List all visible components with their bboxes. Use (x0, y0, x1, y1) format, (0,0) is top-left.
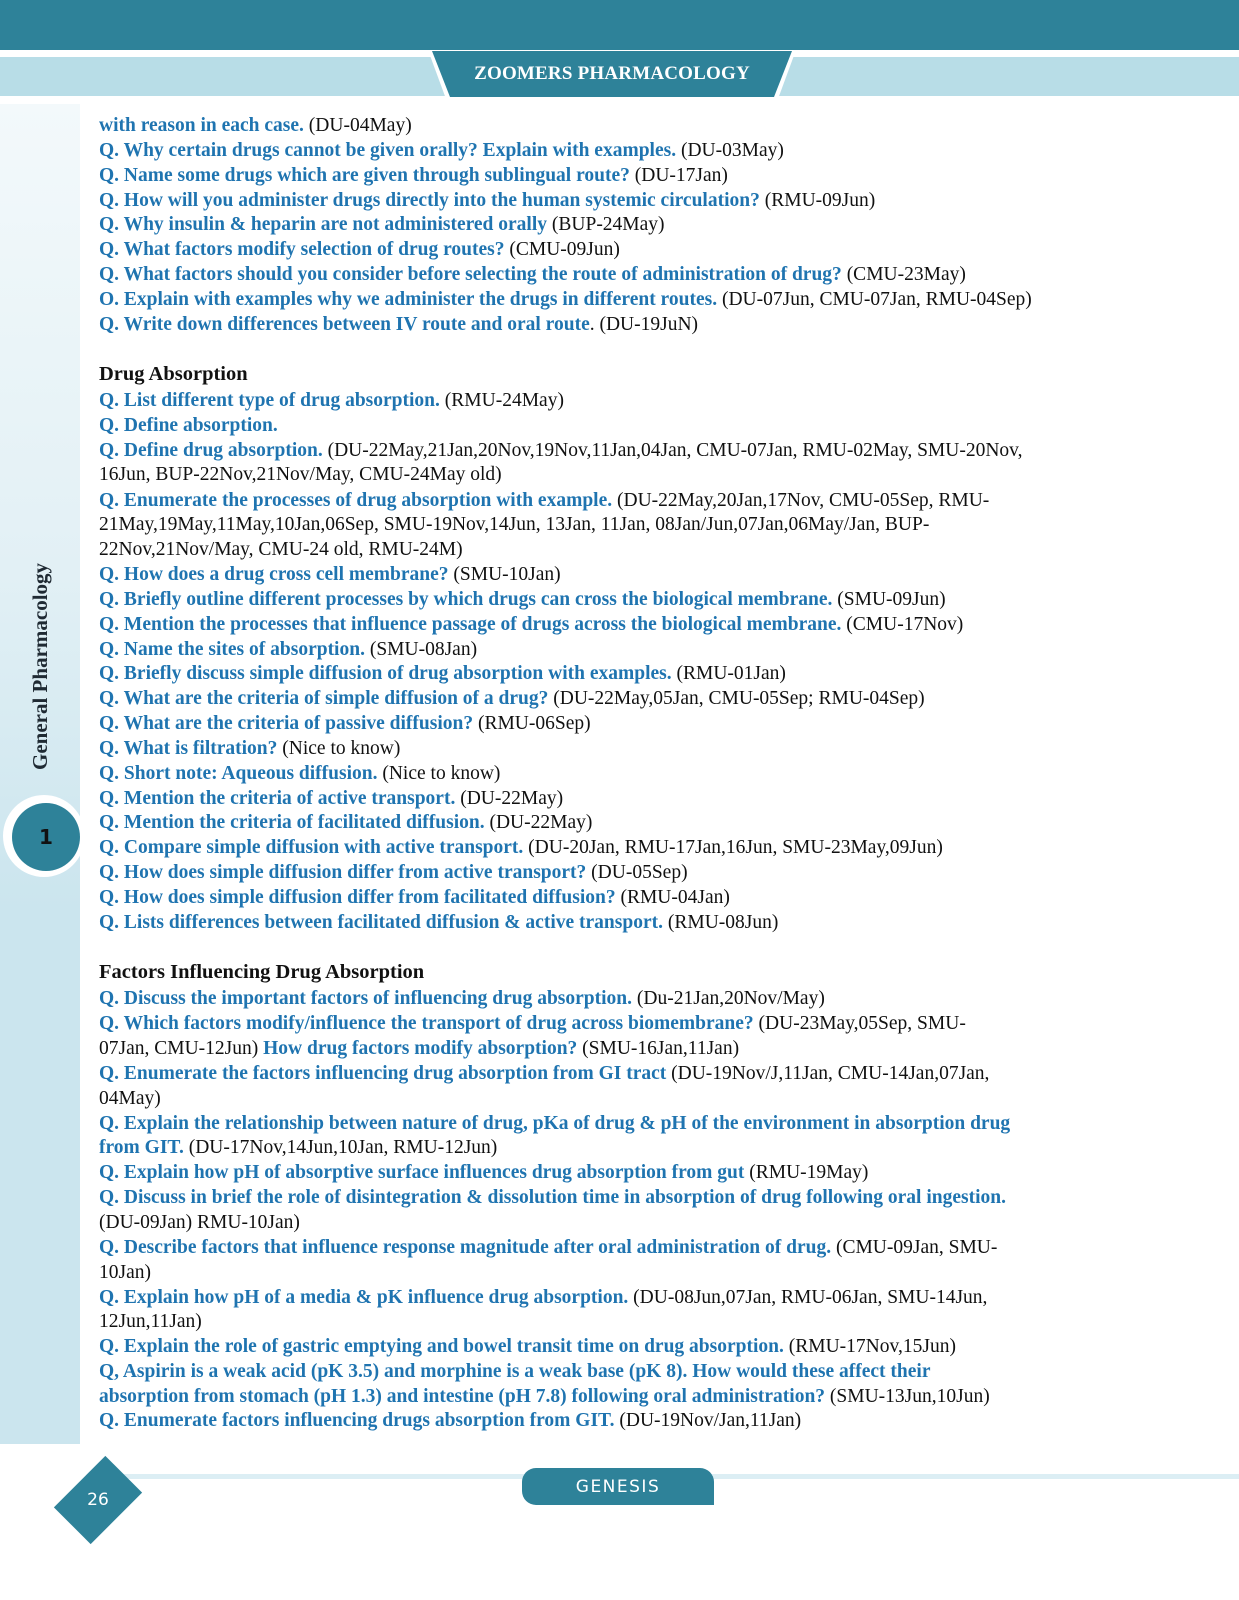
question-text: Q. What factors modify selection of drug routes? (99, 239, 505, 260)
question-line (99, 139, 784, 163)
question-line (99, 238, 620, 262)
section-heading: Factors Influencing Drug Absorption (99, 961, 425, 983)
question-text: with reason in each case. (99, 115, 304, 136)
question-text: Q. Write down differences between IV route and oral route (99, 314, 590, 335)
question-line (99, 1087, 161, 1111)
question-text: Q. Which factors modify/influence the transport of drug across biomembrane? (99, 1013, 754, 1034)
section-label: General Pharmacology (28, 562, 52, 770)
section-heading: Drug Absorption (99, 363, 248, 385)
exam-reference: (DU-08Jun,07Jan, RMU-06Jan, SMU-14Jun, (628, 1287, 988, 1308)
question-text: Q. Name the sites of absorption. (99, 639, 365, 660)
exam-reference: 21May,19May,11May,10Jan,06Sep, SMU-19Nov,14Jun, 13Jan, 11Jan, 08Jan/Jun,07Jan,06May/Jan, BUP- (99, 514, 930, 535)
question-line (99, 263, 966, 287)
question-text: Q. Enumerate the factors influencing drug absorption from GI tract (99, 1063, 667, 1084)
exam-reference: (DU-22May) (484, 812, 593, 833)
exam-reference: (DU-23May,05Sep, SMU- (753, 1013, 966, 1034)
question-text: Q. Lists differences between facilitated diffusion & active transport. (99, 912, 663, 933)
exam-reference: 22Nov,21Nov/May, CMU-24 old, RMU-24M) (99, 539, 463, 560)
exam-reference: (RMU-06Sep) (473, 713, 591, 734)
question-line (99, 489, 989, 513)
question-line (99, 538, 463, 562)
question-text: Q. Compare simple diffusion with active transport. (99, 837, 524, 858)
question-line (99, 1286, 987, 1310)
question-text: Q. How will you administer drugs directly into the human systemic circulation? (99, 190, 760, 211)
question-text: Q. Enumerate factors influencing drugs absorption from GIT. (99, 1410, 615, 1431)
question-line (99, 811, 592, 835)
question-line (99, 1409, 801, 1433)
question-text: Q, Aspirin is a weak acid (pK 3.5) and morphine is a weak base (pK 8). How would these affect their (99, 1361, 931, 1382)
question-line (99, 1186, 1006, 1210)
question-text: Q. Mention the criteria of active transport. (99, 788, 456, 809)
question-line (99, 762, 500, 786)
exam-reference: (SMU-09Jun) (832, 589, 946, 610)
question-line (99, 1310, 202, 1334)
exam-reference: (DU-07Jun, CMU-07Jan, RMU-04Sep) (717, 289, 1032, 310)
question-line (99, 389, 564, 413)
chapter-sidebar (0, 104, 80, 1444)
question-line (99, 213, 665, 237)
question-text: How drug factors modify absorption? (263, 1038, 578, 1059)
exam-reference: (SMU-08Jan) (364, 639, 478, 660)
exam-reference: (BUP-24May) (547, 214, 665, 235)
question-text: Q. Describe factors that influence response magnitude after oral administration of drug. (99, 1237, 832, 1258)
question-line (99, 861, 688, 885)
question-line (99, 189, 875, 213)
question-line (99, 987, 825, 1011)
question-text: Q. Why insulin & heparin are not administered orally (99, 214, 548, 235)
exam-reference: (CMU-23May) (841, 264, 966, 285)
question-text: Q. Briefly outline different processes by which drugs can cross the biological membrane. (99, 589, 833, 610)
question-text: Q. Define absorption. (99, 415, 278, 436)
question-line (99, 1112, 1010, 1136)
question-text: Q. Short note: Aqueous diffusion. (99, 763, 378, 784)
question-line (99, 1236, 997, 1260)
question-text: Q. What is filtration? (99, 738, 278, 759)
exam-reference: (DU-22May,05Jan, CMU-05Sep; RMU-04Sep) (548, 688, 925, 709)
question-line (99, 687, 925, 711)
question-line (99, 1335, 956, 1359)
exam-reference: (DU-17Nov,14Jun,10Jan, RMU-12Jun) (183, 1137, 498, 1158)
book-name-tab: GENESIS (522, 1468, 714, 1505)
exam-reference: (SMU-16Jan,11Jan) (577, 1038, 740, 1059)
question-text: Q. Name some drugs which are given through sublingual route? (99, 165, 630, 186)
question-text: Q. Discuss in brief the role of disintegration & dissolution time in absorption of drug following oral ingestion. (99, 1187, 1006, 1208)
question-line (99, 164, 728, 188)
chapter-number-badge: 1 (12, 803, 80, 871)
exam-reference: (DU-04May) (303, 115, 412, 136)
question-line (99, 712, 591, 736)
question-text: from GIT. (99, 1137, 184, 1158)
question-line (99, 288, 1032, 312)
question-text: Q. Mention the processes that influence passage of drugs across the biological membrane. (99, 614, 842, 635)
question-line (99, 836, 943, 860)
exam-reference: (RMU-09Jun) (759, 190, 876, 211)
question-text: Q. Define drug absorption. (99, 440, 323, 461)
exam-reference: (DU-22May) (455, 788, 564, 809)
question-text: Q. How does simple diffusion differ from active transport? (99, 862, 587, 883)
question-line (99, 613, 963, 637)
question-line (99, 911, 778, 935)
question-text: Q. Briefly discuss simple diffusion of drug absorption with examples. (99, 663, 672, 684)
question-text: Q. Explain the relationship between nature of drug, pKa of drug & pH of the environment in absorption drug (99, 1113, 1011, 1134)
question-line (99, 662, 786, 686)
page-number: 26 (87, 1490, 109, 1510)
book-title: ZOOMERS PHARMACOLOGY (474, 63, 750, 84)
question-text: Q. Mention the criteria of facilitated diffusion. (99, 812, 485, 833)
question-text: O. Explain with examples why we administer the drugs in different routes. (99, 289, 718, 310)
question-text: Q. Discuss the important factors of influencing drug absorption. (99, 988, 633, 1009)
question-line (99, 886, 730, 910)
exam-reference: (SMU-13Jun,10Jun) (825, 1386, 990, 1407)
question-text: absorption from stomach (pH 1.3) and intestine (pH 7.8) following oral administration? (99, 1386, 826, 1407)
exam-reference: (Nice to know) (277, 738, 401, 759)
question-text: Q. What are the criteria of simple diffusion of a drug? (99, 688, 549, 709)
question-line (99, 1012, 966, 1036)
exam-reference: (DU-22May,21Jan,20Nov,19Nov,11Jan,04Jan, CMU-07Jan, RMU-02May, SMU-20Nov, (322, 440, 1023, 461)
exam-reference: (RMU-24May) (439, 390, 564, 411)
exam-reference: (CMU-09Jan, SMU- (831, 1237, 998, 1258)
question-line (99, 114, 412, 138)
exam-reference: . (DU-19JuN) (589, 314, 699, 335)
question-line (99, 439, 1023, 463)
question-line (99, 588, 946, 612)
exam-reference: (DU-05Sep) (586, 862, 688, 883)
question-line (99, 1037, 739, 1061)
question-line (99, 1261, 151, 1285)
question-text: Q. Explain how pH of a media & pK influence drug absorption. (99, 1287, 629, 1308)
question-line (99, 513, 929, 537)
question-text: Q. Explain the role of gastric emptying and bowel transit time on drug absorption. (99, 1336, 784, 1357)
question-line (99, 463, 502, 487)
exam-reference: 10Jan) (99, 1262, 151, 1283)
exam-reference: (CMU-09Jun) (504, 239, 620, 260)
exam-reference: (RMU-17Nov,15Jun) (783, 1336, 956, 1357)
exam-reference: (RMU-19May) (744, 1162, 869, 1183)
question-line (99, 737, 400, 761)
exam-reference: (CMU-17Nov) (841, 614, 964, 635)
exam-reference: 12Jun,11Jan) (99, 1311, 202, 1332)
exam-reference: (DU-17Jan) (629, 165, 728, 186)
exam-reference: 04May) (99, 1088, 161, 1109)
question-text: Q. Explain how pH of absorptive surface influences drug absorption from gut (99, 1162, 745, 1183)
exam-reference: 16Jun, BUP-22Nov,21Nov/May, CMU-24May old) (99, 464, 502, 485)
question-line (99, 638, 477, 662)
question-text: Q. Enumerate the processes of drug absorption with example. (99, 490, 613, 511)
question-line (99, 1211, 300, 1235)
question-text: Q. List different type of drug absorption. (99, 390, 440, 411)
question-line (99, 1385, 990, 1409)
exam-reference: (SMU-10Jan) (448, 564, 561, 585)
exam-reference: 07Jan, CMU-12Jun) (99, 1038, 264, 1059)
exam-reference: (Du-21Jan,20Nov/May) (632, 988, 825, 1009)
question-line (99, 414, 278, 438)
exam-reference: (DU-20Jan, RMU-17Jan,16Jun, SMU-23May,09Jun) (523, 837, 943, 858)
question-line (99, 313, 698, 337)
question-line (99, 563, 561, 587)
exam-reference: (DU-22May,20Jan,17Nov, CMU-05Sep, RMU- (612, 490, 990, 511)
exam-reference: (DU-03May) (676, 140, 784, 161)
exam-reference: (RMU-08Jun) (662, 912, 779, 933)
question-line (99, 1360, 930, 1384)
exam-reference: (RMU-01Jan) (671, 663, 786, 684)
header-top-band (0, 0, 1239, 50)
exam-reference: (DU-19Nov/Jan,11Jan) (614, 1410, 802, 1431)
question-line (99, 1161, 868, 1185)
question-text: Q. How does simple diffusion differ from facilitated diffusion? (99, 887, 616, 908)
question-text: Q. What factors should you consider before selecting the route of administration of drug? (99, 264, 842, 285)
question-text: Q. Why certain drugs cannot be given orally? Explain with examples. (99, 140, 677, 161)
exam-reference: (DU-19Nov/J,11Jan, CMU-14Jan,07Jan, (666, 1063, 990, 1084)
question-line (99, 787, 563, 811)
question-line (99, 1136, 497, 1160)
exam-reference: (Nice to know) (377, 763, 501, 784)
exam-reference: (DU-09Jan) RMU-10Jan) (99, 1212, 300, 1233)
question-text: Q. How does a drug cross cell membrane? (99, 564, 449, 585)
exam-reference: (RMU-04Jan) (615, 887, 730, 908)
question-line (99, 1062, 989, 1086)
question-text: Q. What are the criteria of passive diffusion? (99, 713, 474, 734)
